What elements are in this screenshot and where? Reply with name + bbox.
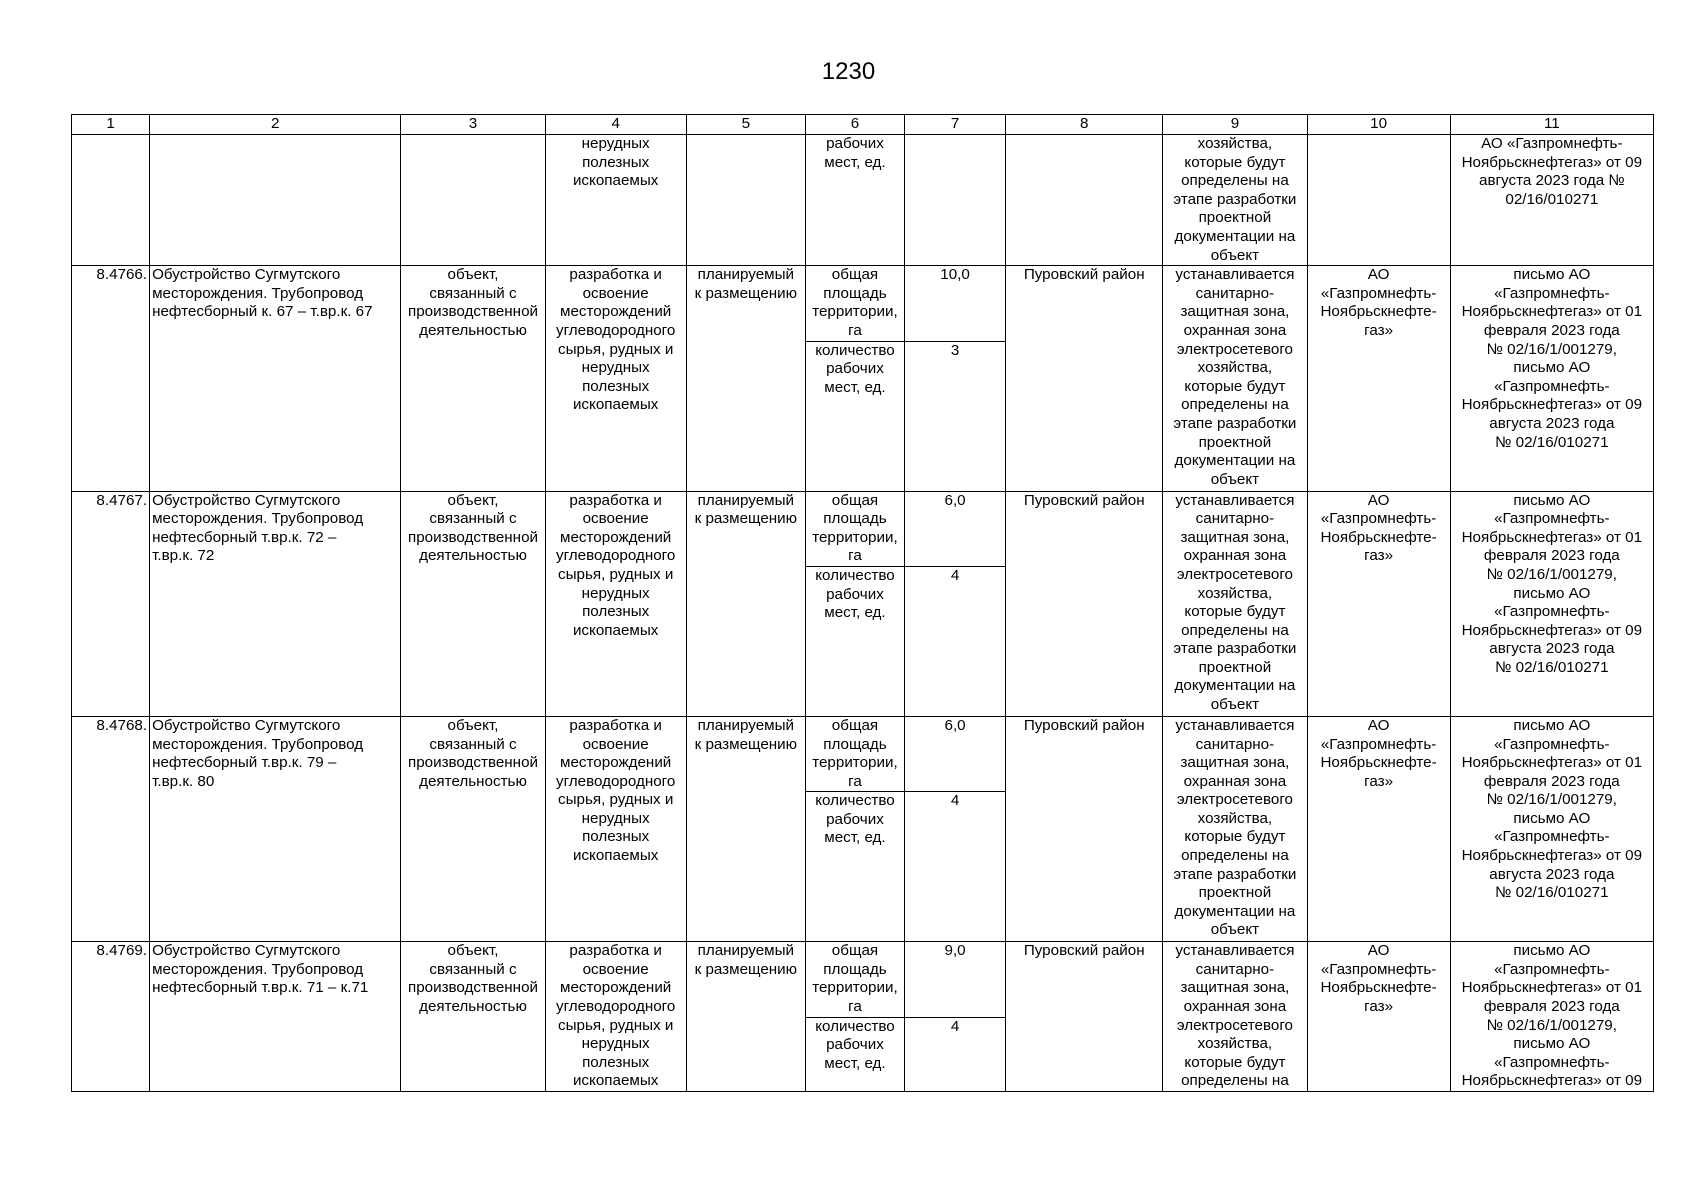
cell-type: объект, связанный с производственной деятельностью xyxy=(401,716,545,941)
cell-number: 8.4768. xyxy=(72,716,150,941)
cell-number: 8.4769. xyxy=(72,942,150,1092)
cell-basis: письмо АО «Газпромнефть- Ноябрьскнефтегаз» от 01 февраля 2023 года № 02/16/1/001279, письмо АО «Газпромнефть- Ноябрьскнефтегаз» от 09 августа 2023 года № 02/16/010271 xyxy=(1450,716,1653,941)
cell-organization: АО «Газпромнефть- Ноябрьскнефте- газ» xyxy=(1307,716,1450,941)
cell-basis: письмо АО «Газпромнефть- Ноябрьскнефтегаз» от 01 февраля 2023 года № 02/16/1/001279, письмо АО «Газпромнефть- Ноябрьскнефтегаз» от 09 августа 2023 года № 02/16/010271 xyxy=(1450,266,1653,491)
cell-purpose: разработка и освоение месторождений углеводородного сырья, рудных и нерудных полезных ископаемых xyxy=(545,266,686,491)
cell xyxy=(686,135,805,266)
column-header: 1 xyxy=(72,115,150,135)
cell-location: Пуровский район xyxy=(1006,942,1163,1092)
column-header: 11 xyxy=(1450,115,1653,135)
cell-basis: письмо АО «Газпромнефть- Ноябрьскнефтегаз» от 01 февраля 2023 года № 02/16/1/001279, письмо АО «Газпромнефть- Ноябрьскнефтегаз» от 09 августа 2023 года № 02/16/010271 xyxy=(1450,491,1653,716)
column-header: 2 xyxy=(150,115,401,135)
page-number: 1230 xyxy=(821,58,876,85)
cell-characteristic: количество рабочих мест, ед. xyxy=(805,1017,904,1091)
cell-zone: устанавливается санитарно- защитная зона, охранная зона электросетевого хозяйства, которые будут определены на этапе разработки проектной документации на объект xyxy=(1163,266,1307,491)
cell-name: Обустройство Сугмутского месторождения. Трубопровод нефтесборный т.вр.к. 72 – т.вр.к. 72 xyxy=(150,491,401,716)
cell-basis: письмо АО «Газпромнефть- Ноябрьскнефтегаз» от 01 февраля 2023 года № 02/16/1/001279, письмо АО «Газпромнефть- Ноябрьскнефтегаз» от 09 xyxy=(1450,942,1653,1092)
cell-organization: АО «Газпромнефть- Ноябрьскнефте- газ» xyxy=(1307,491,1450,716)
cell xyxy=(1006,135,1163,266)
cell-zone: устанавливается санитарно- защитная зона, охранная зона электросетевого хозяйства, которые будут определены на xyxy=(1163,942,1307,1092)
cell xyxy=(150,135,401,266)
cell-purpose: разработка и освоение месторождений углеводородного сырья, рудных и нерудных полезных ископаемых xyxy=(545,491,686,716)
column-header: 7 xyxy=(905,115,1006,135)
cell-number: 8.4766. xyxy=(72,266,150,491)
cell-status: планируемый к размещению xyxy=(686,266,805,491)
cell-zone: устанавливается санитарно- защитная зона, охранная зона электросетевого хозяйства, которые будут определены на этапе разработки проектной документации на объект xyxy=(1163,491,1307,716)
cell-location: Пуровский район xyxy=(1006,491,1163,716)
cell-characteristic: количество рабочих мест, ед. xyxy=(805,566,904,716)
cell-characteristic: количество рабочих мест, ед. xyxy=(805,341,904,491)
continuation-row xyxy=(72,135,1654,266)
cell-location: Пуровский район xyxy=(1006,266,1163,491)
data-table xyxy=(71,114,1654,1092)
cell-zone: хозяйства, которые будут определены на этапе разработки проектной документации на объект xyxy=(1163,135,1307,266)
cell-characteristic: общая площадь территории, га xyxy=(805,716,904,791)
cell-value: 10,0 xyxy=(905,266,1006,341)
column-header: 5 xyxy=(686,115,805,135)
column-header: 8 xyxy=(1006,115,1163,135)
cell-characteristic: количество рабочих мест, ед. xyxy=(805,792,904,942)
cell-basis: АО «Газпромнефть- Ноябрьскнефтегаз» от 09 августа 2023 года № 02/16/010271 xyxy=(1450,135,1653,266)
cell-name: Обустройство Сугмутского месторождения. Трубопровод нефтесборный т.вр.к. 79 – т.вр.к. 80 xyxy=(150,716,401,941)
cell-value: 6,0 xyxy=(905,716,1006,791)
cell-purpose: разработка и освоение месторождений углеводородного сырья, рудных и нерудных полезных ископаемых xyxy=(545,716,686,941)
cell-characteristic: общая площадь территории, га xyxy=(805,491,904,566)
cell-organization: АО «Газпромнефть- Ноябрьскнефте- газ» xyxy=(1307,266,1450,491)
column-header: 10 xyxy=(1307,115,1450,135)
column-header: 4 xyxy=(545,115,686,135)
cell-type: объект, связанный с производственной деятельностью xyxy=(401,491,545,716)
cell-value: 4 xyxy=(905,566,1006,716)
cell-zone: устанавливается санитарно- защитная зона, охранная зона электросетевого хозяйства, которые будут определены на этапе разработки проектной документации на объект xyxy=(1163,716,1307,941)
cell xyxy=(401,135,545,266)
cell xyxy=(905,135,1006,266)
cell-value: 6,0 xyxy=(905,491,1006,566)
cell-type: объект, связанный с производственной деятельностью xyxy=(401,942,545,1092)
cell-location: Пуровский район xyxy=(1006,716,1163,941)
cell xyxy=(72,135,150,266)
cell-name: Обустройство Сугмутского месторождения. Трубопровод нефтесборный к. 67 – т.вр.к. 67 xyxy=(150,266,401,491)
cell-purpose: разработка и освоение месторождений углеводородного сырья, рудных и нерудных полезных ископаемых xyxy=(545,942,686,1092)
table-row xyxy=(72,491,1654,566)
cell-value: 3 xyxy=(905,341,1006,491)
cell-status: планируемый к размещению xyxy=(686,491,805,716)
cell-characteristic: рабочих мест, ед. xyxy=(805,135,904,266)
cell-characteristic: общая площадь территории, га xyxy=(805,942,904,1018)
column-header: 3 xyxy=(401,115,545,135)
cell-number: 8.4767. xyxy=(72,491,150,716)
table-row xyxy=(72,942,1654,1018)
column-header: 9 xyxy=(1163,115,1307,135)
header-row xyxy=(72,115,1654,135)
cell-organization: АО «Газпромнефть- Ноябрьскнефте- газ» xyxy=(1307,942,1450,1092)
cell-value: 4 xyxy=(905,792,1006,942)
cell-status: планируемый к размещению xyxy=(686,942,805,1092)
cell-name: Обустройство Сугмутского месторождения. Трубопровод нефтесборный т.вр.к. 71 – к.71 xyxy=(150,942,401,1092)
column-header: 6 xyxy=(805,115,904,135)
table-row xyxy=(72,266,1654,341)
cell xyxy=(1307,135,1450,266)
table-row xyxy=(72,716,1654,791)
cell-type: объект, связанный с производственной деятельностью xyxy=(401,266,545,491)
cell-characteristic: общая площадь территории, га xyxy=(805,266,904,341)
cell-value: 4 xyxy=(905,1017,1006,1091)
cell-value: 9,0 xyxy=(905,942,1006,1018)
cell-status: планируемый к размещению xyxy=(686,716,805,941)
cell-purpose: нерудных полезных ископаемых xyxy=(545,135,686,266)
